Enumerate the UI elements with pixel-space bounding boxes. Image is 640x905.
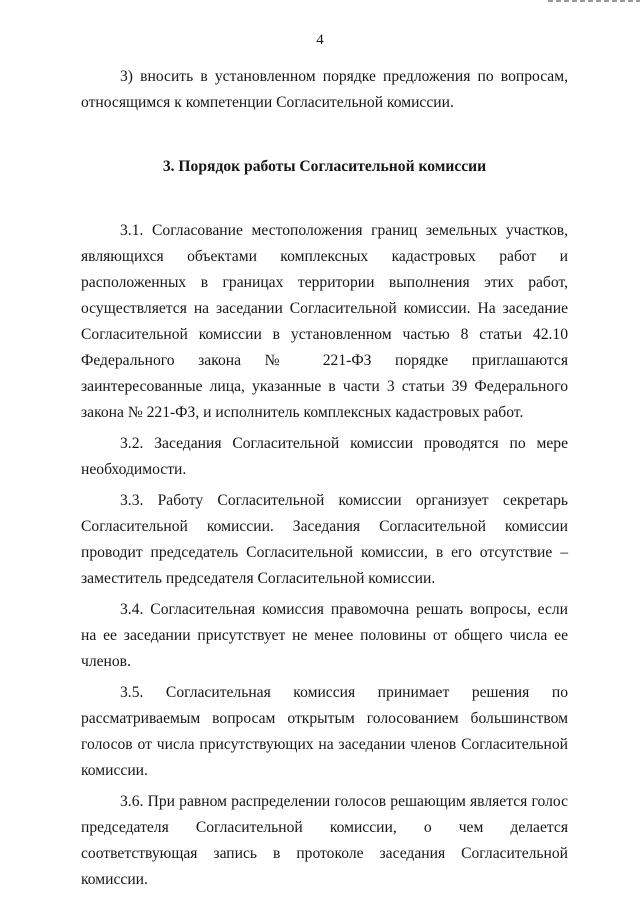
paragraph-3-4: 3.4. Согласительная комиссия правомочна решать вопросы, если на ее заседании присутствует не менее половины от общего числа ее членов. [81,601,568,670]
paragraph-3-5: 3.5. Согласительная комиссия принимает решения по рассматриваемым вопросам открытым голосованием большинством голосов от числа присутствующих на заседании членов Согласительной комиссии. [81,684,568,779]
section-heading: 3. Порядок работы Согласительной комиссии [162,158,487,175]
paragraph-3-1: 3.1. Согласование местоположения границ земельных участков, являющихся объектами комплексных кадастровых работ и расположенных в границах территории выполнения этих работ, осуществляется на заседании Согласительной комиссии. На заседание Согласительной комиссии в установленном частью 8 статьи 42.10 Федерального закона № 221-ФЗ порядке приглашаются заинтересованные лица, указанные в части 3 статьи 39 Федерального закона № 221-ФЗ, и исполнитель комплексных кадастровых работ. [81,222,568,421]
page-number: 4 [316,32,324,48]
paragraph-3-6: 3.6. При равном распределении голосов решающим является голос председателя Согласительной комиссии, о чем делается соответствующая запись в протоколе заседания Согласительной комиссии. [81,793,568,888]
paragraph-3-3: 3.3. Работу Согласительной комиссии организует секретарь Согласительной комиссии. Заседания Согласительной комиссии проводит председатель Согласительной комиссии, в его отсутствие – заместитель председателя Согласительной комиссии. [81,492,568,587]
paragraph-intro: 3) вносить в установленном порядке предложения по вопросам, относящимся к компетенции Согласительной комиссии. [81,68,568,111]
scan-edge-mark [548,0,640,2]
document-body [81,64,568,893]
paragraph-3-2: 3.2. Заседания Согласительной комиссии проводятся по мере необходимости. [81,435,568,478]
